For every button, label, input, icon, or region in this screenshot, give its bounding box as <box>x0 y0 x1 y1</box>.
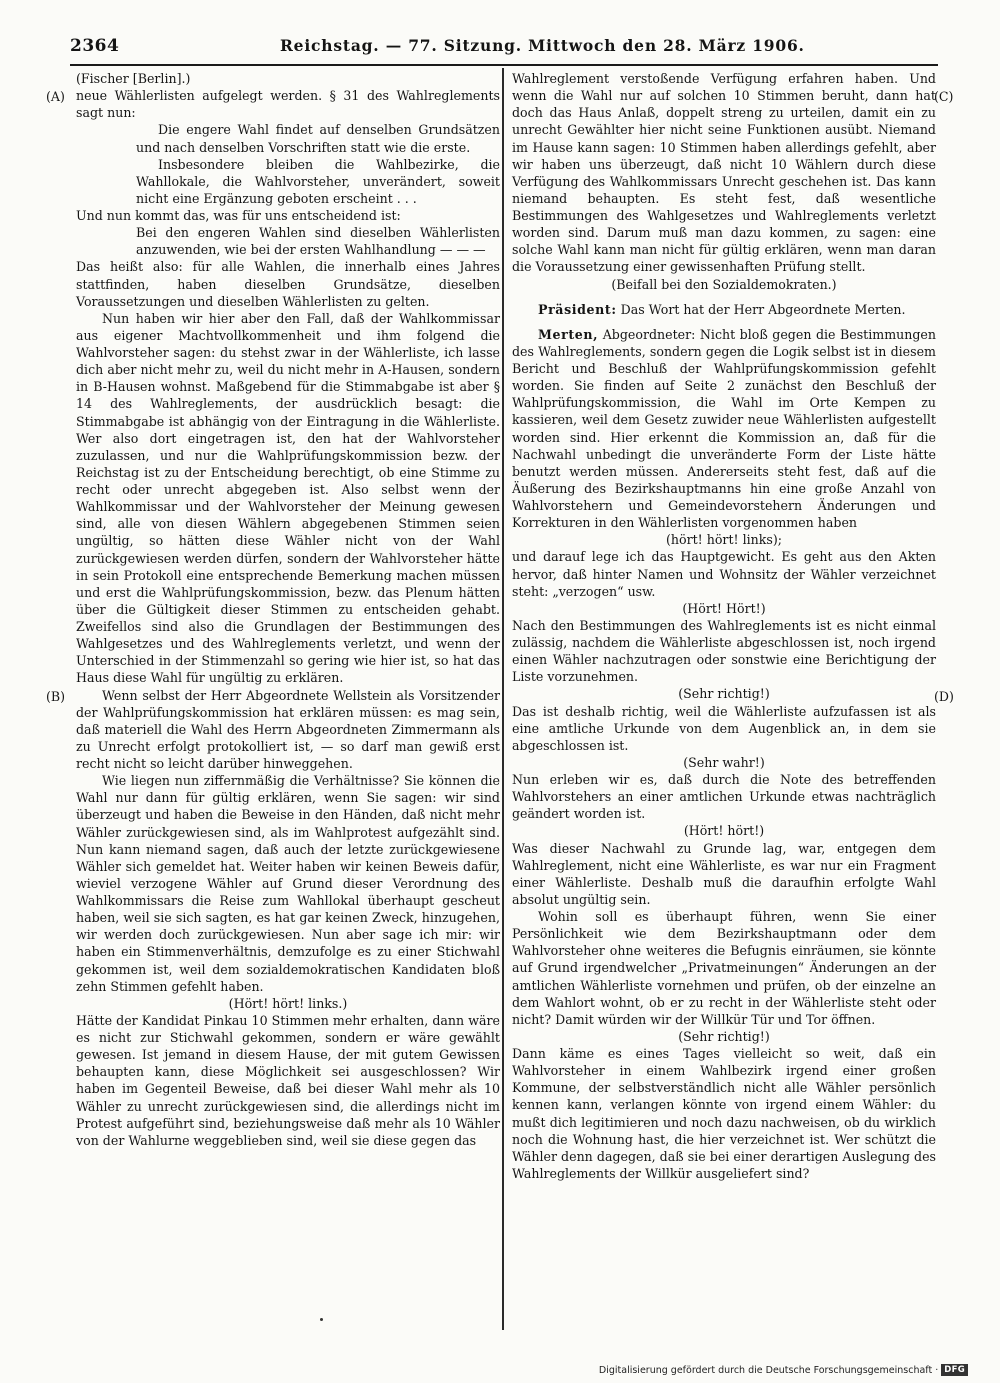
interjection: (Beifall bei den Sozialdemokraten.) <box>611 276 837 292</box>
paragraph: Dann käme es eines Tages vielleicht so weit, daß ein Wahlvorsteher in einem Wahlbezirk irgend einer großen Kommune, der selbstverständlich nicht alle Wähler persönlich kennen kann, verlangen könnte von irgend einem Wähler: du mußt dich legitimieren und noch dazu nachweisen, ob du wirklich noch die Wohnung hast, die hier verzeichnet ist. Wer schützt die Wähler denn dagegen, daß sie bei einer derartigen Auslegung des Wahlreglements der Willkür ausgeliefert sind? <box>512 1046 936 1181</box>
left-column <box>76 70 500 1149</box>
paragraph: Hätte der Kandidat Pinkau 10 Stimmen mehr erhalten, dann wäre es nicht zur Stichwahl gekommen, sondern er wäre gewählt gewesen. Ist jemand in diesem Hause, der mit gutem Gewissen behaupten kann, diese Möglichkeit sei ausgeschlossen? Wir haben im Gegenteil Beweise, daß bei dieser Wahl mehr als 10 Wähler zu unrecht zurückgewiesen sind, die allerdings nicht im Protest aufgeführt sind, beziehungsweise daß mehr als 10 Wähler von der Wahlurne weggeblieben sind, weil sie diese gegen das <box>76 1012 500 1148</box>
paragraph: Nach den Bestimmungen des Wahlreglements ist es nicht einmal zulässig, nachdem die Wählerliste abgeschlossen ist, noch irgend einen Wähler nachzutragen oder sonstwie eine Berichtigung der Liste vorzunehmen. <box>512 617 936 685</box>
interjection: (Sehr richtig!) <box>678 1028 770 1044</box>
quotation: Die engere Wahl findet auf denselben Grundsätzen und nach denselben Vorschriften statt wie die erste. <box>136 122 500 155</box>
paragraph: Wie liegen nun ziffernmäßig die Verhältnisse? Sie können die Wahl nur dann für gültig erklären, wenn Sie sagen: wir sind überzeugt und haben die Beweise in den Händen, daß nicht mehr Wähler zurückgewiesen sind, als im Wahlprotest aufgezählt sind. Nun kann niemand sagen, daß auch der letzte zurückgewiesene Wähler sich gemeldet hat. Weiter haben wir keinen Beweis dafür, wieviel verzogene Wähler auf Grund dieser Verordnung des Wahlkommissars die Reise zum Wahllokal überhaupt gescheut haben, weil sie sich sagten, es hat gar keinen Zweck, hinzugehen, wir werden doch zurückgewiesen. Nun aber sage ich mir: wir haben ein Stimmenverhältnis, demzufolge es zu einer Stichwahl gekommen ist, weil dem sozialdemokratischen Kandidaten bloß zehn Stimmen gefehlt haben. <box>76 773 500 994</box>
running-title: Reichstag. — 77. Sitzung. Mittwoch den 28. März 1906. <box>280 36 805 55</box>
interjection: (Hört! Hört!) <box>682 600 766 616</box>
margin-marker-c: (C) <box>934 89 954 104</box>
margin-marker-a: (A) <box>46 89 65 104</box>
interjection: (hört! hört! links); <box>665 532 782 548</box>
footer <box>599 1364 968 1376</box>
speaker-text: Abgeordneter: Nicht bloß gegen die Bestimmungen des Wahlreglements, sondern gegen die Logik selbst ist in diesem Bericht und Beschluß der Wahlprüfungskommission gefehlt worden. Sie finden auf Seite 2 zunächst den Beschluß der Wahlprüfungskommission, die Wahl im Orte Kempen zu kassieren, weil dem Gesetz zuwider neue Wählerlisten aufgestellt worden sind. Hier erkennt die Kommission an, daß für die Nachwahl unbedingt die unveränderte Form der Liste hätte benutzt werden müssen. Andererseits steht fest, daß auf die Äußerung des Bezirkshauptmanns hin eine große Anzahl von Wahlvorstehern und Gemeindevorstehern Änderungen und Korrekturen in den Wählerlisten vorgenommen haben <box>512 326 936 531</box>
paragraph: Nun erleben wir es, daß durch die Note des betreffenden Wahlvorstehers an einer amtlichen Urkunde etwas nachträglich geändert worden ist. <box>512 772 936 822</box>
paragraph: Und nun kommt das, was für uns entscheidend ist: <box>76 208 401 223</box>
paragraph: Das heißt also: für alle Wahlen, die innerhalb eines Jahres stattfinden, haben dieselben Grundsätze, dieselben Voraussetzungen und dieselben Wählerlisten zu gelten. <box>76 259 500 309</box>
interjection: (Sehr richtig!) <box>678 686 770 702</box>
paragraph: Wohin soll es überhaupt führen, wenn Sie einer Persönlichkeit wie dem Bezirkshauptmann oder dem Wahlvorsteher ohne weiteres die Befugnis einräumen, sie könnte auf Grund irgendwelcher „Privatmeinungen“ Änderungen an der amtlichen Wählerliste vornehmen und prüfen, ob der einzelne an dem Wahlort wohnt, ob er zu recht in der Wählerliste steht oder nicht? Damit würden wir der Willkür Tür und Tor öffnen. <box>512 909 936 1027</box>
margin-marker-b: (B) <box>46 689 66 704</box>
speaker-continuation: (Fischer [Berlin].) <box>76 71 191 86</box>
paragraph: neue Wählerlisten aufgelegt werden. § 31 des Wahlreglements sagt nun: <box>76 88 500 121</box>
paragraph: Nun haben wir hier aber den Fall, daß der Wahlkommissar aus eigener Machtvollkommenheit und ihm folgend die Wahlvorsteher sagen: du stehst zwar in der Wählerliste, ich lasse dich aber nicht mehr zu, weil du nicht mehr in A-Hausen, sondern in B-Hausen wohnst. Maßgebend für die Stimmabgabe ist aber § 14 des Wahlreglements, der ausdrücklich besagt: die Stimmabgabe ist abhängig von der Eintragung in die Wählerliste. Wer also dort eingetragen ist, den hat der Wahlvorsteher zuzulassen, und nur die Wahlprüfungskommission bezw. der Reichstag ist zu der Entscheidung berechtigt, ob eine Stimme zu recht oder unrecht abgegeben ist. Also selbst wenn der Wahlkommissar und der Wahlvorsteher der Meinung gewesen sind, alle von diesen Wählern abgegebenen Stimmen seien ungültig, so hätten diese Wähler nicht von der Wahl zurückgewiesen werden dürfen, sondern der Wahlvorsteher hätte in sein Protokoll eine entsprechende Bemerkung machen müssen und erst die Wahlprüfungskommission, bezw. das Plenum hätten über die Gültigkeit dieser Stimmen zu entscheiden gehabt. Zweifellos sind also die Grundlagen der Bestimmungen des Wahlgesetzes und des Wahlreglements verletzt, und wenn der Unterschied in der Stimmenzahl so gering wie hier ist, so hat das Haus diese Wahl für ungültig zu erklären. <box>76 310 500 686</box>
quotation: Bei den engeren Wahlen sind dieselben Wählerlisten anzuwenden, wie bei der ersten Wahlhandlung — — — <box>136 225 500 258</box>
interjection: (Hört! hört!) <box>683 823 765 839</box>
margin-marker-d: (D) <box>934 689 954 704</box>
right-column <box>512 70 936 1182</box>
paragraph: Das ist deshalb richtig, weil die Wählerliste aufzufassen ist als eine amtliche Urkunde von dem Augenblick an, in dem sie abgeschlossen ist. <box>512 703 936 753</box>
paragraph: Was dieser Nachwahl zu Grunde lag, war, entgegen dem Wahlreglement, nicht eine Wählerliste, es war nur ein Fragment einer Wählerliste. Deshalb muß die daraufhin erfolgte Wahl absolut ungültig sein. <box>512 840 936 907</box>
quotation: Insbesondere bleiben die Wahlbezirke, die Wahllokale, die Wahlvorsteher, unverändert, soweit nicht eine Ergänzung geboten erscheint . . . <box>136 156 500 206</box>
paragraph: Wahlreglement verstoßende Verfügung erfahren haben. Und wenn die Wahl nur auf solchen 10 Stimmen beruht, dann hat doch das Haus Anlaß, doppelt streng zu urteilen, damit ein zu unrecht Gewählter hier nicht seine Funktionen ausübt. Niemand im Hause kann sagen: 10 Stimmen haben allerdings gefehlt, aber wir haben uns überzeugt, daß nicht 10 Wählern durch diese Verfügung des Wahlkommissars Unrecht geschehen ist. Das kann niemand behaupten. Es steht fest, daß wesentliche Bestimmungen des Wahlgesetzes und Wahlreglements verletzt worden sind. Darum muß man dazu kommen, zu sagen: eine solche Wahl kann man nicht für gültig erklären, wenn man daran die Voraussetzung einer gewissenhaften Prüfung stellt. <box>512 71 936 275</box>
stray-dot <box>320 1318 323 1321</box>
header-rule <box>70 64 938 66</box>
speaker-name: Präsident: <box>538 301 617 317</box>
footer-separator: · <box>935 1364 939 1376</box>
paragraph: Wenn selbst der Herr Abgeordnete Wellstein als Vorsitzender der Wahlprüfungskommission hat erklären müssen: es mag sein, daß materiell die Wahl des Herrn Abgeordneten Zimmermann als zu Unrecht erfolgt protokolliert ist, — so darf man gewiß erst recht nicht so leicht darüber hinweggehen. <box>76 687 500 771</box>
paragraph <box>512 326 936 532</box>
dfg-logo: DFG <box>941 1364 968 1376</box>
interjection: (Hört! hört! links.) <box>228 995 348 1011</box>
page-number: 2364 <box>70 36 120 56</box>
footer-text: Digitalisierung gefördert durch die Deutsche Forschungsgemeinschaft <box>598 1364 933 1376</box>
column-divider <box>502 68 504 1330</box>
speaker-text: Das Wort hat der Herr Abgeordnete Merten. <box>620 301 906 317</box>
interjection: (Sehr wahr!) <box>683 754 765 770</box>
paragraph: und darauf lege ich das Hauptgewicht. Es geht aus den Akten hervor, daß hinter Namen und Wohnsitz der Wähler verzeichnet steht: „verzogen“ usw. <box>512 549 936 599</box>
page-header <box>70 36 940 64</box>
paragraph <box>512 301 936 318</box>
speaker-name: Merten, <box>538 326 599 342</box>
